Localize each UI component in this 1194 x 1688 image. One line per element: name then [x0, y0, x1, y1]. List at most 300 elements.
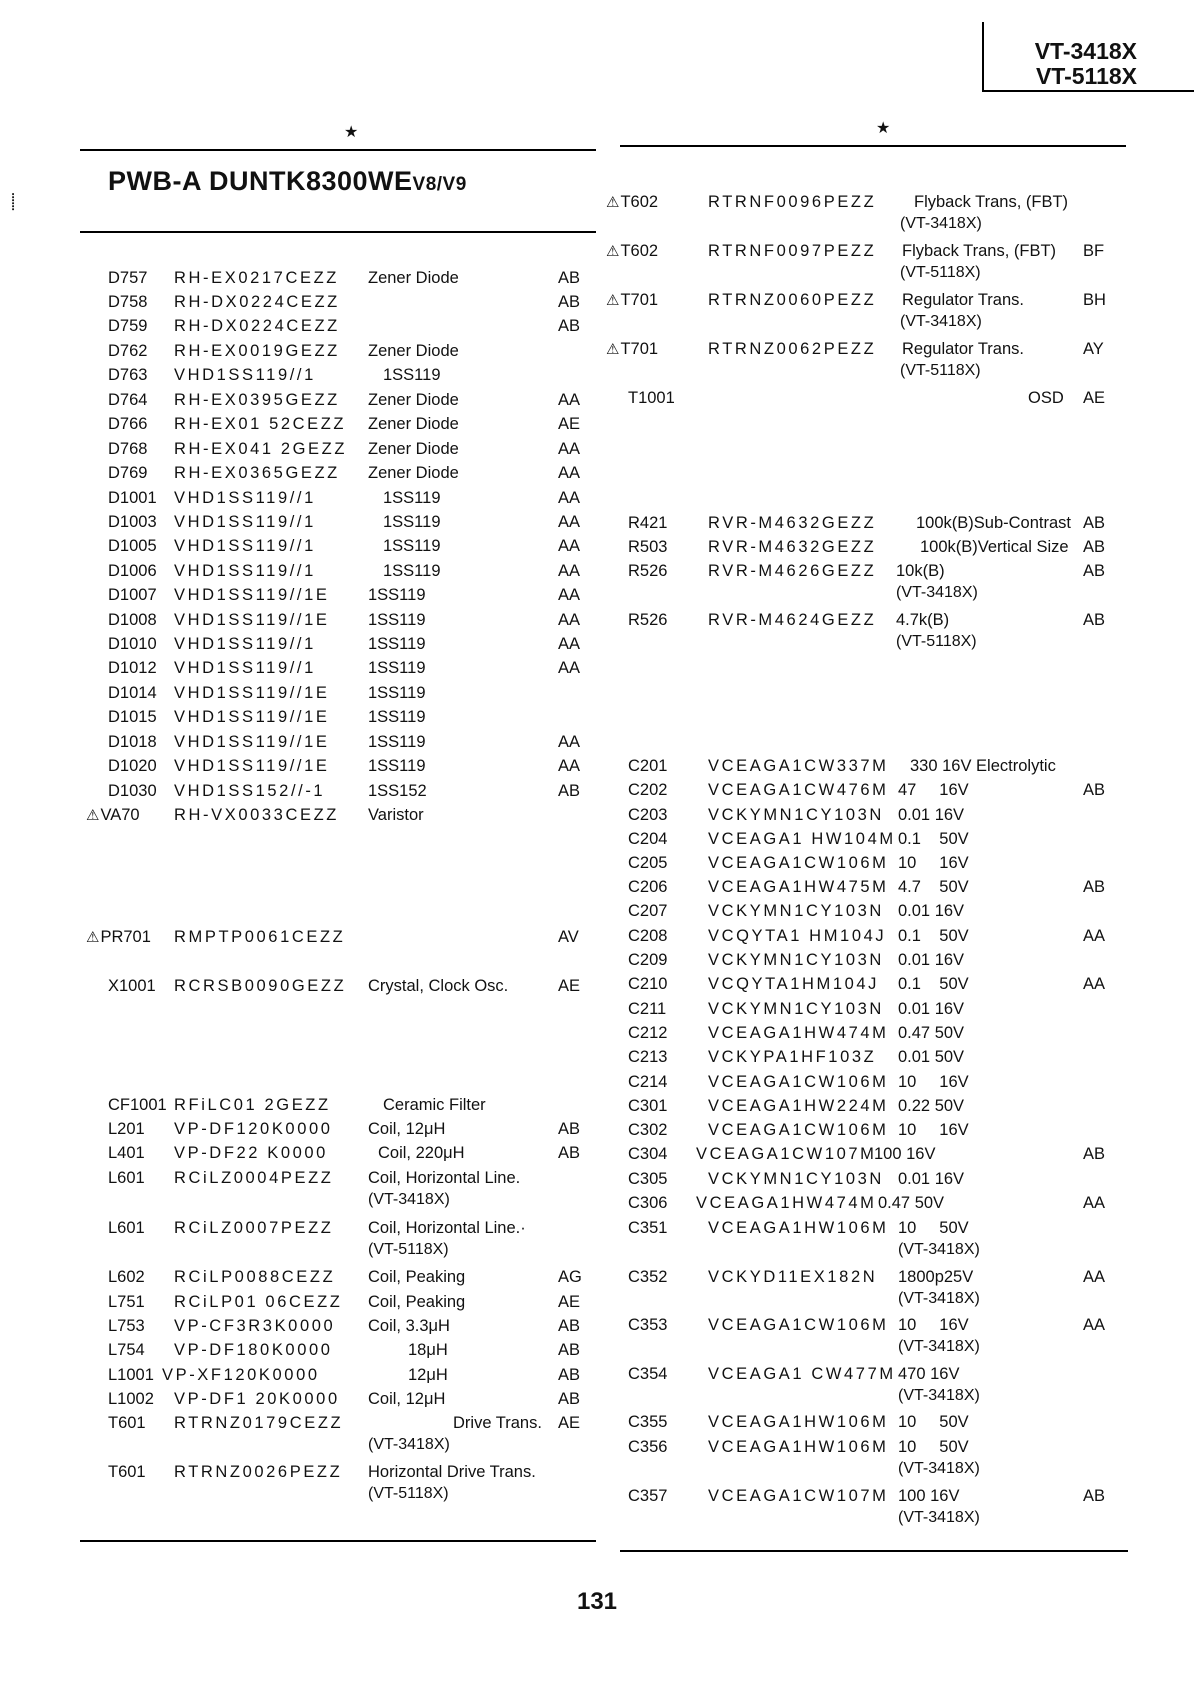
price-code: AB — [1083, 611, 1106, 629]
price-code: AA — [1083, 975, 1106, 993]
part-number: VHD1SS119//1E — [174, 586, 330, 604]
ref-text: R421 — [628, 514, 668, 532]
star-marker-left: ★ — [344, 124, 359, 141]
model-applicability-note: (VT-5118X) — [368, 1485, 449, 1502]
ref-text: D769 — [108, 464, 148, 482]
ref-text: D763 — [108, 366, 148, 384]
parts-row — [108, 461, 628, 485]
price-code: AE — [558, 1293, 581, 1311]
part-number: VCQYTA1 HM104J — [708, 927, 887, 945]
part-number: RTRNF0097PEZZ — [708, 242, 877, 260]
parts-row — [108, 314, 628, 338]
ref-designator — [108, 437, 147, 461]
ref-text: C302 — [628, 1121, 668, 1139]
parts-row — [108, 1265, 628, 1289]
parts-row — [108, 608, 628, 632]
ref-text: D1005 — [108, 537, 157, 555]
ref-text: C212 — [628, 1024, 668, 1042]
ref-text: C353 — [628, 1316, 668, 1334]
part-description: 1SS119 — [368, 659, 426, 677]
parts-row — [628, 1045, 1148, 1069]
part-description: Coil, Peaking — [368, 1268, 466, 1286]
part-description: 4.7k(B) — [896, 611, 950, 629]
safety-warning-icon: ⚠ — [86, 929, 100, 946]
part-description: 10 16V — [898, 854, 969, 872]
parts-row — [628, 1410, 1148, 1434]
model-applicability-note: (VT-3418X) — [898, 1387, 980, 1404]
ref-text: D768 — [108, 440, 148, 458]
part-description: 100k(B)Vertical Size — [920, 538, 1069, 556]
ref-designator — [108, 559, 157, 583]
ref-text: C301 — [628, 1097, 668, 1115]
parts-row — [628, 511, 1148, 535]
section-title-suffix: V8/V9 — [412, 174, 467, 195]
parts-row — [628, 1265, 1148, 1289]
safety-warning-icon: ⚠ — [606, 243, 620, 260]
price-code: AB — [558, 782, 581, 800]
price-code: AA — [558, 440, 581, 458]
model-applicability-note: (VT-3418X) — [898, 1460, 980, 1477]
parts-row — [86, 925, 628, 949]
price-code: AE — [558, 977, 581, 995]
price-code: AA — [558, 489, 581, 507]
parts-row — [628, 899, 1148, 923]
ref-text: C304 — [628, 1145, 668, 1163]
part-number: VHD1SS119//1E — [174, 708, 330, 726]
part-description: 1SS119 — [383, 562, 441, 580]
ref-designator — [108, 412, 147, 436]
parts-row — [108, 1387, 628, 1411]
price-code: AB — [558, 1317, 581, 1335]
ref-text: C204 — [628, 830, 668, 848]
ref-designator — [108, 632, 157, 656]
ref-text: L602 — [108, 1268, 145, 1286]
part-number: RVR-M4624GEZZ — [708, 611, 877, 629]
parts-row — [628, 1142, 1148, 1166]
ref-designator — [108, 583, 157, 607]
part-description: Flyback Trans, (FBT) — [914, 193, 1069, 211]
part-description: 0.47 50V — [878, 1194, 945, 1212]
part-number: VHD1SS119//1 — [174, 513, 316, 531]
ref-text: C209 — [628, 951, 668, 969]
ref-designator — [628, 1484, 667, 1508]
ref-text: C205 — [628, 854, 668, 872]
ref-designator — [628, 851, 667, 875]
margin-mark: ⸽ — [11, 194, 16, 211]
ref-text: D1012 — [108, 659, 157, 677]
parts-row — [628, 535, 1148, 559]
parts-row — [628, 1216, 1148, 1240]
model-applicability-note: (VT-3418X) — [896, 584, 978, 601]
part-number: VP-DF22 K0000 — [174, 1144, 328, 1162]
parts-row — [628, 1118, 1148, 1142]
part-number: VCEAGA1CW106M — [708, 854, 889, 872]
part-description: Coil, 3.3μH — [368, 1317, 450, 1335]
part-description: Zener Diode — [368, 464, 459, 482]
ref-text: L751 — [108, 1293, 145, 1311]
ref-designator — [108, 510, 157, 534]
ref-text: C207 — [628, 902, 668, 920]
ref-text: C214 — [628, 1073, 668, 1091]
ref-text: C354 — [628, 1365, 668, 1383]
part-number: RTRNZ0179CEZZ — [174, 1414, 344, 1432]
ref-text: L601 — [108, 1169, 145, 1187]
ref-text: D1001 — [108, 489, 157, 507]
ref-text: D1030 — [108, 782, 157, 800]
part-description: 330 16V Electrolytic — [910, 757, 1056, 775]
part-description: 0.01 50V — [898, 1048, 965, 1066]
ref-designator — [628, 827, 667, 851]
part-number: RH-VX0033CEZZ — [174, 806, 339, 824]
part-description: 1SS119 — [368, 586, 426, 604]
parts-row — [108, 1141, 628, 1165]
parts-row — [108, 681, 628, 705]
ref-designator — [628, 1191, 667, 1215]
parts-row — [108, 754, 628, 778]
ref-text: D766 — [108, 415, 148, 433]
parts-row — [108, 437, 628, 461]
ref-designator — [108, 1290, 145, 1314]
part-number: RCRSB0090GEZZ — [174, 977, 347, 995]
parts-row — [606, 190, 1148, 214]
ref-designator — [108, 1265, 145, 1289]
ref-designator — [108, 705, 157, 729]
parts-row — [108, 632, 628, 656]
part-description: 10 50V — [898, 1413, 969, 1431]
ref-designator — [108, 779, 157, 803]
part-description: 1SS119 — [383, 513, 441, 531]
part-number: RVR-M4632GEZZ — [708, 514, 877, 532]
part-description: 12μH — [408, 1366, 448, 1384]
safety-warning-icon: ⚠ — [606, 341, 620, 358]
part-number: VCEAGA1CW106M — [708, 1121, 889, 1139]
part-description: Coil, 220μH — [378, 1144, 465, 1162]
price-code: AB — [1083, 538, 1106, 556]
ref-designator — [108, 974, 156, 998]
parts-row — [628, 1191, 1148, 1215]
parts-row — [628, 1094, 1148, 1118]
ref-text: C203 — [628, 806, 668, 824]
ref-text: R526 — [628, 562, 668, 580]
ref-designator — [628, 1021, 667, 1045]
price-code: AB — [1083, 1145, 1106, 1163]
parts-row — [628, 948, 1148, 972]
part-description: 10 16V — [898, 1073, 969, 1091]
rule-right-bottom — [620, 1550, 1128, 1552]
ref-text: C356 — [628, 1438, 668, 1456]
ref-text: T601 — [108, 1414, 146, 1432]
part-number: VCEAGA1 HW104M — [708, 830, 896, 848]
price-code: AB — [558, 1366, 581, 1384]
parts-row — [606, 239, 1148, 263]
ref-text: D1006 — [108, 562, 157, 580]
ref-designator — [108, 608, 157, 632]
ref-designator — [628, 997, 666, 1021]
ref-designator — [108, 314, 147, 338]
parts-row — [108, 290, 628, 314]
ref-text: D764 — [108, 391, 148, 409]
part-number: VCEAGA1CW107M — [696, 1145, 877, 1163]
ref-designator — [628, 924, 667, 948]
part-description: Ceramic Filter — [383, 1096, 486, 1114]
model-applicability-note: (VT-5118X) — [368, 1241, 449, 1258]
part-number: VCEAGA1HW106M — [708, 1413, 889, 1431]
parts-row — [628, 1313, 1148, 1337]
ref-designator — [108, 1093, 167, 1117]
part-description: 10 50V — [898, 1219, 969, 1237]
ref-text: T601 — [108, 1463, 146, 1481]
price-code: AA — [558, 537, 581, 555]
model-applicability-note: (VT-3418X) — [368, 1191, 450, 1208]
part-number: RH-EX041 2GEZZ — [174, 440, 348, 458]
parts-row — [108, 486, 628, 510]
price-code: AB — [1083, 878, 1106, 896]
part-number: VCEAGA1CW107M — [708, 1487, 889, 1505]
part-description: 100 16V — [898, 1487, 960, 1505]
ref-designator — [628, 386, 675, 410]
part-number: VHD1SS119//1E — [174, 684, 330, 702]
parts-row — [108, 266, 628, 290]
part-number: RCiLP0088CEZZ — [174, 1268, 336, 1286]
ref-designator — [628, 754, 667, 778]
parts-row — [628, 1435, 1148, 1459]
parts-row — [628, 754, 1148, 778]
rule-left-bottom — [80, 1540, 596, 1542]
parts-row — [108, 388, 628, 412]
part-description: 0.01 16V — [898, 1000, 965, 1018]
part-number: VHD1SS119//1E — [174, 611, 330, 629]
safety-warning-icon: ⚠ — [86, 807, 100, 824]
parts-row — [606, 337, 1148, 361]
ref-designator — [108, 656, 157, 680]
ref-text: D1003 — [108, 513, 157, 531]
part-number: RFiLC01 2GEZZ — [174, 1096, 331, 1114]
part-description: Zener Diode — [368, 342, 459, 360]
part-number: VCEAGA1HW475M — [708, 878, 889, 896]
parts-row — [108, 974, 628, 998]
part-description: Crystal, Clock Osc. — [368, 977, 509, 995]
ref-designator — [108, 266, 147, 290]
parts-row — [108, 534, 628, 558]
price-code: AA — [558, 611, 581, 629]
model-applicability-note: (VT-3418X) — [900, 313, 982, 330]
ref-text: D757 — [108, 269, 148, 287]
ref-designator — [628, 1265, 667, 1289]
ref-text: D759 — [108, 317, 148, 335]
ref-designator — [628, 1045, 667, 1069]
ref-designator — [108, 1216, 145, 1240]
part-number: RCiLZ0004PEZZ — [174, 1169, 334, 1187]
model-applicability-note: (VT-3418X) — [900, 215, 982, 232]
ref-designator — [606, 337, 658, 362]
ref-designator — [108, 486, 157, 510]
star-marker-right: ★ — [876, 120, 891, 137]
safety-warning-icon: ⚠ — [606, 292, 620, 309]
part-description: Zener Diode — [368, 391, 459, 409]
part-description: 0.01 16V — [898, 902, 965, 920]
ref-designator — [108, 388, 147, 412]
ref-designator — [108, 290, 147, 314]
parts-row — [628, 827, 1148, 851]
model-applicability-note: (VT-3418X) — [898, 1290, 980, 1307]
ref-designator — [628, 535, 667, 559]
price-code: AB — [1083, 781, 1106, 799]
part-description: 1SS119 — [368, 611, 426, 629]
ref-designator — [108, 461, 147, 485]
part-number: RTRNZ0060PEZZ — [708, 291, 877, 309]
ref-text: C208 — [628, 927, 668, 945]
part-number: RCiLP01 06CEZZ — [174, 1293, 343, 1311]
part-number: VCKYMN1CY103N — [708, 951, 884, 969]
part-description: Drive Trans. — [453, 1414, 542, 1432]
parts-row — [628, 559, 1148, 583]
ref-designator — [108, 1363, 154, 1387]
model-applicability-note: (VT-5118X) — [900, 362, 981, 379]
ref-text: C213 — [628, 1048, 668, 1066]
parts-row — [628, 1167, 1148, 1191]
parts-row — [108, 1314, 628, 1338]
parts-row — [606, 288, 1148, 312]
part-description: Varistor — [368, 806, 424, 824]
ref-text: L1001 — [108, 1366, 154, 1384]
part-number: VCEAGA1CW106M — [708, 1073, 889, 1091]
part-number: VHD1SS119//1 — [174, 635, 316, 653]
parts-row — [108, 656, 628, 680]
part-number: VCEAGA1HW224M — [708, 1097, 889, 1115]
part-description: OSD — [1028, 389, 1064, 407]
part-description: 47 16V — [898, 781, 969, 799]
part-number: VCKYMN1CY103N — [708, 806, 884, 824]
part-number: VCKYMN1CY103N — [708, 1000, 884, 1018]
price-code: AA — [558, 464, 581, 482]
parts-row — [108, 583, 628, 607]
part-number: RH-EX01 52CEZZ — [174, 415, 347, 433]
ref-designator — [606, 288, 658, 313]
part-number: VCEAGA1HW474M — [708, 1024, 889, 1042]
ref-text: T701 — [620, 340, 659, 358]
section-title-main: PWB-A DUNTK8300WE — [108, 166, 413, 196]
price-code: AE — [1083, 389, 1106, 407]
part-number: VHD1SS119//1 — [174, 489, 316, 507]
price-code: AB — [558, 1341, 581, 1359]
part-number: VP-XF120K0000 — [162, 1366, 320, 1384]
parts-row — [108, 339, 628, 363]
ref-designator — [628, 1118, 667, 1142]
price-code: AB — [1083, 562, 1106, 580]
parts-row — [628, 803, 1148, 827]
part-description: 1SS119 — [383, 366, 441, 384]
parts-row — [108, 1093, 628, 1117]
ref-text: R526 — [628, 611, 668, 629]
rule-left-top — [80, 149, 596, 151]
ref-designator — [628, 1167, 667, 1191]
price-code: AA — [558, 562, 581, 580]
ref-designator — [628, 778, 667, 802]
price-code: BF — [1083, 242, 1105, 260]
ref-text: D1010 — [108, 635, 157, 653]
parts-row — [108, 1166, 628, 1190]
price-code: AV — [558, 928, 579, 946]
parts-row — [628, 778, 1148, 802]
ref-designator — [628, 899, 667, 923]
model-number-2: VT-5118X — [1035, 63, 1137, 89]
price-code: AB — [558, 269, 581, 287]
part-description: Coil, Horizontal Line.· — [368, 1219, 526, 1237]
part-number: RH-DX0224CEZZ — [174, 317, 340, 335]
price-code: AA — [1083, 1316, 1106, 1334]
ref-text: VA70 — [100, 806, 140, 824]
page-number: 131 — [576, 1588, 618, 1615]
part-description: Horizontal Drive Trans. — [368, 1463, 536, 1481]
part-number: VHD1SS119//1 — [174, 659, 316, 677]
parts-row — [86, 803, 628, 827]
ref-text: X1001 — [108, 977, 156, 995]
part-number: VCKYD11EX182N — [708, 1268, 878, 1286]
ref-text: L601 — [108, 1219, 145, 1237]
ref-text: C355 — [628, 1413, 668, 1431]
part-description: 18μH — [408, 1341, 448, 1359]
part-number: VHD1SS119//1E — [174, 733, 330, 751]
ref-designator — [628, 511, 667, 535]
ref-designator — [108, 1460, 146, 1484]
ref-designator — [86, 925, 151, 950]
model-applicability-note: (VT-3418X) — [368, 1436, 450, 1453]
ref-designator — [628, 1142, 667, 1166]
part-number: RTRNF0096PEZZ — [708, 193, 877, 211]
parts-row — [108, 779, 628, 803]
parts-row — [628, 608, 1148, 632]
part-number: RH-DX0224CEZZ — [174, 293, 340, 311]
part-number: VCEAGA1CW106M — [708, 1316, 889, 1334]
price-code: AE — [558, 1414, 581, 1432]
price-code: AA — [558, 659, 581, 677]
ref-text: C206 — [628, 878, 668, 896]
ref-text: C351 — [628, 1219, 668, 1237]
parts-row — [108, 510, 628, 534]
price-code: AA — [558, 513, 581, 531]
ref-text: C202 — [628, 781, 668, 799]
parts-row — [108, 363, 628, 387]
ref-designator — [628, 875, 667, 899]
part-description: 10 16V — [898, 1121, 969, 1139]
parts-row — [108, 1411, 628, 1435]
ref-text: C306 — [628, 1194, 668, 1212]
ref-text: D1015 — [108, 708, 157, 726]
ref-text: T701 — [620, 291, 659, 309]
ref-text: C210 — [628, 975, 668, 993]
model-applicability-note: (VT-5118X) — [896, 633, 977, 650]
part-description: 1SS119 — [383, 537, 441, 555]
part-number: VCKYMN1CY103N — [708, 1170, 884, 1188]
ref-designator — [628, 1410, 667, 1434]
ref-text: D1008 — [108, 611, 157, 629]
part-number: RTRNZ0026PEZZ — [174, 1463, 343, 1481]
part-description: 10 50V — [898, 1438, 969, 1456]
ref-designator — [108, 754, 157, 778]
part-number: VCEAGA1CW337M — [708, 757, 889, 775]
part-description: Regulator Trans. — [902, 291, 1024, 309]
ref-designator — [108, 1387, 154, 1411]
parts-row — [108, 1117, 628, 1141]
ref-text: L753 — [108, 1317, 145, 1335]
part-number: RH-EX0365GEZZ — [174, 464, 340, 482]
ref-designator — [628, 972, 667, 996]
part-number: RH-EX0217CEZZ — [174, 269, 339, 287]
part-description: 470 16V — [898, 1365, 960, 1383]
part-number: RVR-M4626GEZZ — [708, 562, 877, 580]
price-code: AG — [558, 1268, 582, 1286]
ref-designator — [108, 534, 157, 558]
